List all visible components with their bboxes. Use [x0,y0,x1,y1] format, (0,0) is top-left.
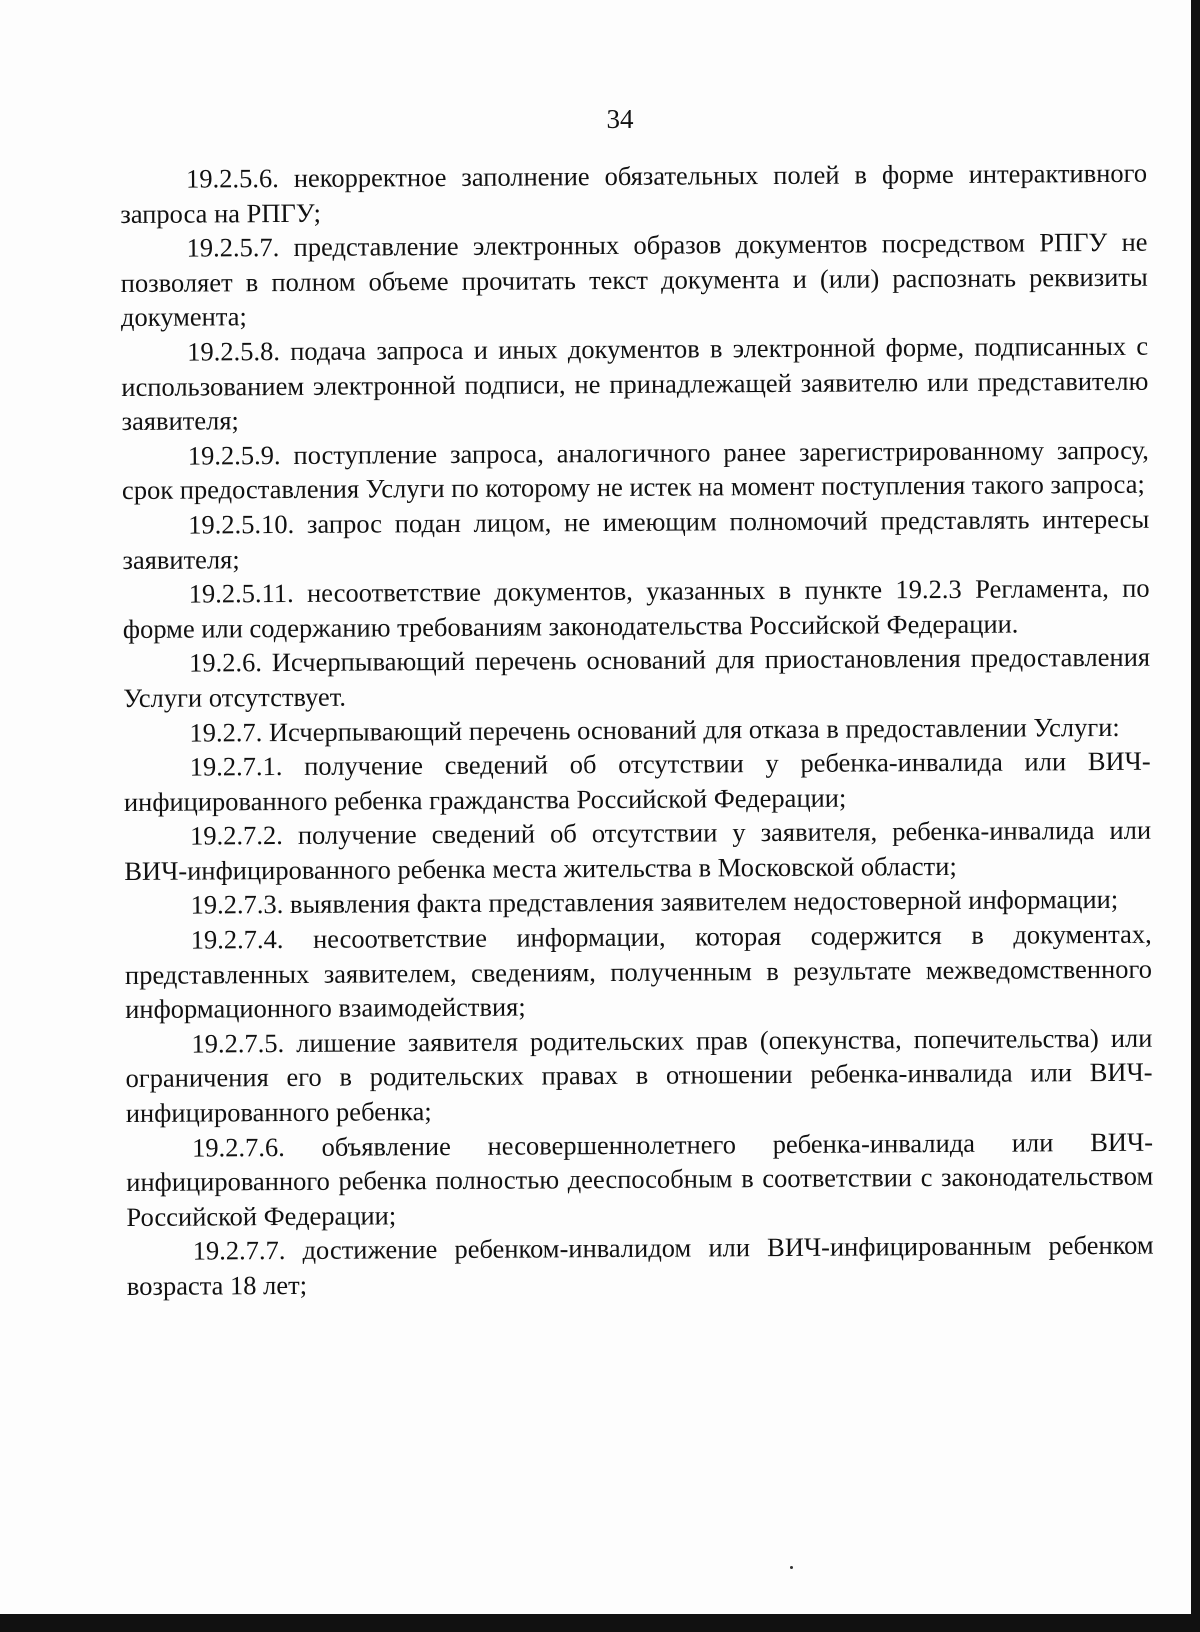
paragraph-19-2-5-10: 19.2.5.10. запрос подан лицом, не имеющим полномочий представлять интересы заявителя; [122,503,1150,575]
paragraph-19-2-7: 19.2.7. Исчерпывающий перечень оснований для отказа в предоставлении Услуги: [189,711,1120,748]
paragraph-19-2-7-1: 19.2.7.1. получение сведений об отсутствии у ребенка-инвалида или ВИЧ-инфицированного ребенка гражданства Российской Федерации; [123,745,1151,817]
scan-speck [790,1566,793,1569]
paragraph-19-2-7-5: 19.2.7.5. лишение заявителя родительских прав (опекунства, попечительства) или ограничения его в родительских правах в отношении ребенка-инвалида или ВИЧ-инфицированного ребенка; [125,1022,1153,1129]
paragraph-19-2-5-8: 19.2.5.8. подача запроса и иных документов в электронной форме, подписанных с использованием электронной подписи, не принадлежащей заявителю или представителю заявителя; [121,330,1149,437]
paragraph-19-2-5-11: 19.2.5.11. несоответствие документов, указанных в пункте 19.2.3 Регламента, по форме или содержанию требованиям законодательства Российской Федерации. [122,572,1150,644]
document-body [120,156,1154,1304]
paragraph-19-2-7-4: 19.2.7.4. несоответствие информации, которая содержится в документах, представленных заявителем, сведениям, полученным в результате межведомственного информационного взаимодействия; [124,918,1153,1025]
paragraph-19-2-7-7: 19.2.7.7. достижение ребенком-инвалидом или ВИЧ-инфицированным ребенком возраста 18 лет; [126,1230,1154,1301]
paragraph-19-2-7-3: 19.2.7.3. выявления факта представления заявителем недостоверной информации; [190,884,1119,921]
paragraph-19-2-5-7: 19.2.5.7. представление электронных образов документов посредством РПГУ не позволяет в полном объеме прочитать текст документа и (или) распознать реквизиты документа; [120,226,1148,333]
paragraph-19-2-7-2: 19.2.7.2. получение сведений об отсутствии у заявителя, ребенка-инвалида или ВИЧ-инфицированного ребенка места жительства в Московской области; [124,814,1152,886]
paragraph-19-2-5-6: 19.2.5.6. некорректное заполнение обязательных полей в форме интерактивного запроса на РПГУ; [120,157,1148,229]
paragraph-19-2-6: 19.2.6. Исчерпывающий перечень оснований для приостановления предоставления Услуги отсутствует. [123,642,1151,713]
scan-bottom-border [0,1614,1200,1632]
page-number: 34 [606,104,634,134]
scan-right-border [1191,0,1200,1632]
paragraph-19-2-5-9: 19.2.5.9. поступление запроса, аналогичного ранее зарегистрированному запросу, срок предоставления Услуги по которому не истек на момент поступления такого запроса; [121,434,1149,506]
paragraph-19-2-7-6: 19.2.7.6. объявление несовершеннолетнего ребенка-инвалида или ВИЧ-инфицированного ребенка полностью дееспособным в соответствии с законодательством Российской Федерации; [126,1126,1154,1232]
